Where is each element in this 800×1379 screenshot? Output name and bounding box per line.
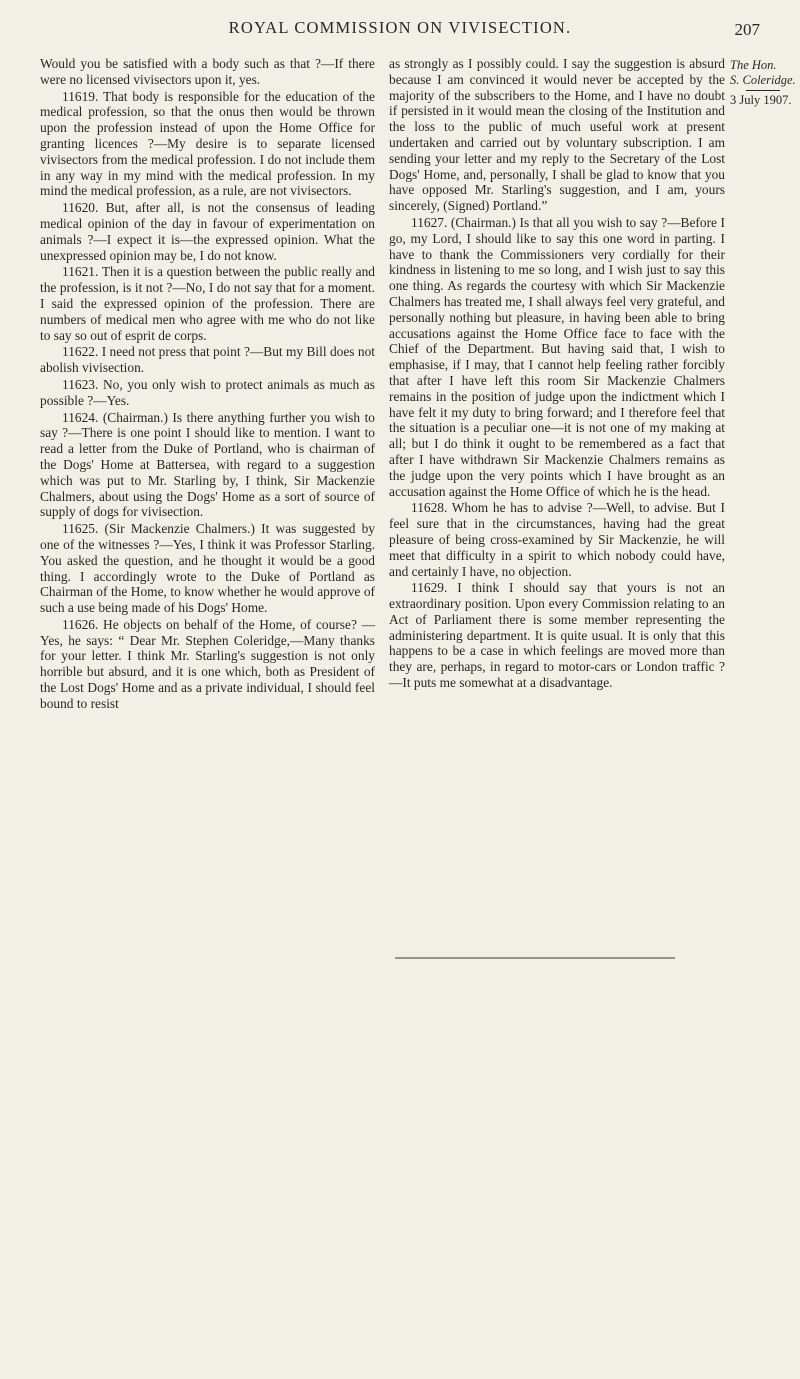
- page-header: [40, 18, 760, 44]
- margin-divider: [746, 90, 780, 91]
- witness-name-line2: S. Coleridge.: [730, 73, 796, 87]
- paragraph: 11621. Then it is a question between the public really and the profession, is it not ?—No, I do not say that for a moment. I said the expressed opinion of the profession. There are numbers of medical men who agree with me who do not like to say so out of esprit de corps.: [40, 264, 375, 343]
- paragraph: 11627. (Chairman.) Is that all you wish to say ?—Before I go, my Lord, I should like to say this one word in parting. I have to thank the Commissioners very cordially for their kindness in listening to me so long, and I wish just to say this one thing. As regards the courtesy with which Sir Mackenzie Chalmers has treated me, I shall always feel very grateful, and personally nothing but pleasure, in having been able to bring accusations against the Home Office face to face with the Chief of the Department. But having said that, I wish to emphasise, if I may, that I cannot help feeling rather forcibly that after I have left this room Sir Mackenzie Chalmers remains in the position of judge upon the indictment which I have felt it my duty to bring forward; and I therefore feel that the situation is a peculiar one—it is not one of my making at all; but I do think it ought to be remembered as a fact that after I have withdrawn Sir Mackenzie Chalmers remains as the judge upon the very points which I have brought as an accusation against the Home Office of which he is the head.: [389, 214, 725, 499]
- left-column: [40, 56, 375, 712]
- paragraph: 11625. (Sir Mackenzie Chalmers.) It was suggested by one of the witnesses ?—Yes, I think it was Professor Starling. You asked the question, and he thought it would be a good thing. I accordingly wrote to the Duke of Portland as Chairman of the Home, to know whether he would approve of such a use being made of his Dogs' Home.: [40, 521, 375, 616]
- right-column: [389, 56, 725, 691]
- witness-date: 3 July 1907.: [730, 93, 792, 107]
- paragraph: 11623. No, you only wish to protect animals as much as possible ?—Yes.: [40, 376, 375, 408]
- witness-name-line1: The Hon.: [730, 58, 777, 72]
- paragraph: Would you be satisfied with a body such as that ?—If there were no licensed vivisectors upon it, yes.: [40, 56, 375, 87]
- paragraph: 11620. But, after all, is not the consensus of leading medical opinion of the day in favour of experimentation on animals ?—I expect it is—the expressed opinion. What the unexpressed opinion may be, I do not know.: [40, 200, 375, 263]
- page-number: 207: [734, 20, 760, 39]
- margin-note: [730, 58, 796, 108]
- paragraph: as strongly as I possibly could. I say the suggestion is absurd because I am convinced it would never be accepted by the majority of the subscribers to the Home, and I have no doubt if persisted in it would mean the closing of the Institution and the loss to the public of much useful work at present undertaken and carried out by voluntary subscription. I am sending your letter and my reply to the Secretary of the Lost Dogs' Home, and, personally, I shall be glad to know that you have opposed Mr. Starling's suggestion, and I am, yours sincerely, (Signed) Portland.”: [389, 56, 725, 214]
- paragraph: 11629. I think I should say that yours is not an extraordinary position. Upon every Commission relating to an Act of Parliament there is some member representing the administering department. It is quite usual. It is only that this happens to be a case in which feelings are moved more than they are, perhaps, in regard to motor-cars or London traffic ?—It puts me somewhat at a disadvantage.: [389, 580, 725, 691]
- paragraph: 11626. He objects on behalf of the Home, of course? —Yes, he says: “ Dear Mr. Stephen Coleridge,—Many thanks for your letter. I think Mr. Starling's suggestion is not only horrible but absurd, and it is one which, both as President of the Lost Dogs' Home and as a private individual, I should feel bound to resist: [40, 616, 375, 711]
- paragraph: 11619. That body is responsible for the education of the medical profession, so that the onus then would be thrown upon the profession instead of upon the Home Office for granting licences ?—My desire is to separate licensed vivisectors from the medical profession. I do not include them in any way in my mind with the medical profession. In my mind the medical profession, as a rule, are not vivisectors.: [40, 88, 375, 199]
- paragraph: 11624. (Chairman.) Is there anything further you wish to say ?—There is one point I should like to mention. I want to read a letter from the Duke of Portland, who is chairman of the Dogs' Home at Battersea, with regard to a suggestion which was put to Mr. Starling by, I think, Sir Mackenzie Chalmers, about using the Dogs' Home as a sort of source of supply of dogs for vivisection.: [40, 409, 375, 520]
- section-end-rule: [395, 957, 675, 959]
- paragraph: 11622. I need not press that point ?—But my Bill does not abolish vivisection.: [40, 344, 375, 376]
- running-title: ROYAL COMMISSION ON VIVISECTION.: [228, 18, 572, 37]
- paragraph: 11628. Whom he has to advise ?—Well, to advise. But I feel sure that in the circumstances, having had the great pleasure of being cross-examined by Sir Mackenzie, he will meet that difficulty in a spirit to which nobody could have, and certainly I have, no objection.: [389, 500, 725, 579]
